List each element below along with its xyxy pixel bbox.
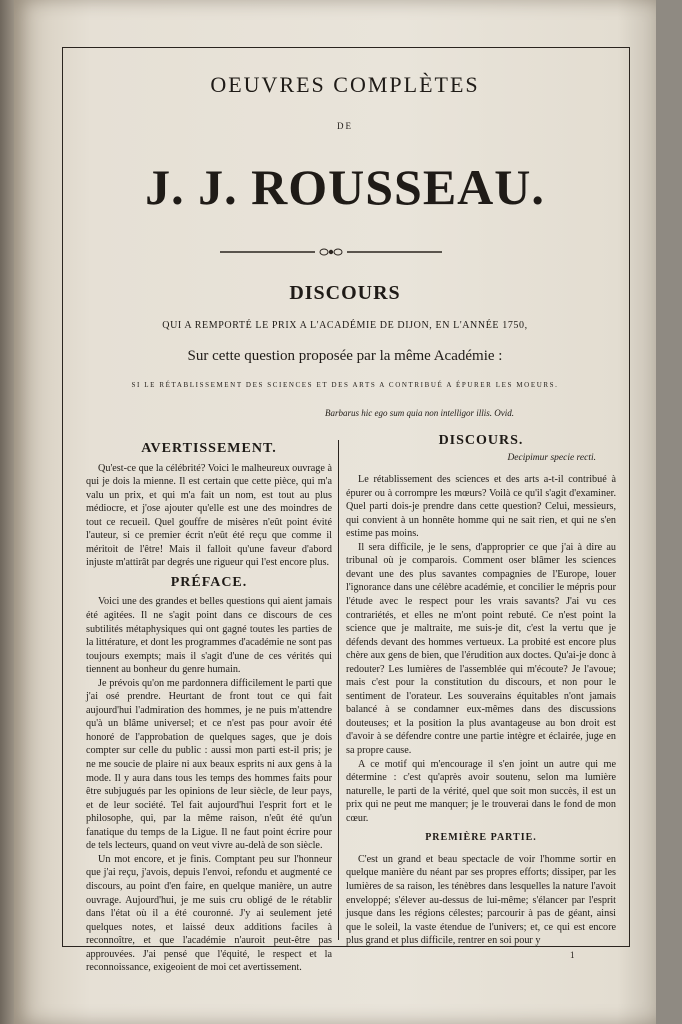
signature-mark: 1 bbox=[570, 950, 575, 960]
author-name: J. J. ROUSSEAU. bbox=[145, 159, 545, 215]
discours-paragraph-1: Le rétablissement des sciences et des arts a-t-il contribué à épurer ou à corrompre les mœurs? Voilà ce qu'il s'agit d'examiner. Quel parti dois-je prendre dans cette question? Celui, messieurs, qui convient à un honnête homme qui ne sait rien, et qui ne s'en estime pas moins. bbox=[346, 474, 616, 540]
collection-title: OEUVRES COMPLÈTES bbox=[210, 72, 480, 97]
preface-paragraph-1: Voici une des grandes et belles questions qui aient jamais été agitées. Il ne s'agit point dans ce discours de ces subtilités métaphysiques qui ont gagné toutes les parties de la littérature, et dont les programmes d'académie ne sont pas toujours exempts; mais il s'agit d'une de ces vérités qui tiennent au bonheur du genre humain. bbox=[86, 596, 332, 676]
discours-body-heading: DISCOURS. bbox=[438, 433, 524, 448]
right-column bbox=[346, 434, 616, 948]
discours-paragraph-3: A ce motif qui m'encourage il s'en joint un autre qui me détermine : c'est qu'après avoir soutenu, selon ma lumière naturelle, le parti de la vérité, quel que soit mon succès, il est un prix qui ne peut me manquer; je le trouverai dans le fond de mon cœur. bbox=[346, 758, 616, 824]
column-divider bbox=[338, 440, 339, 940]
premiere-partie-heading: PREMIÈRE PARTIE. bbox=[425, 832, 537, 844]
left-column bbox=[86, 440, 332, 975]
avertissement-paragraph: Qu'est-ce que la célébrité? Voici le malheureux ouvrage à qui je dois la mienne. Il est certain que cette pièce, qui m'a valu un prix, et qui m'a fait un nom, est tout au plus médiocre, et j'ose ajouter qu'elle est une des moindres de tout ce recueil. Quel gouffre de misères n'eût point évité l'auteur, si ce premier écrit n'eût été reçu que comme il méritoit de l'être! Mais il falloit qu'une faveur d'abord injuste m'attirât par degrés une rigueur qui l'est encore plus. bbox=[86, 462, 332, 569]
preface-paragraph-3: Un mot encore, et je finis. Comptant peu sur l'honneur que j'ai reçu, j'avois, depuis l'envoi, refondu et augmenté ce discours, au point d'en faire, en quelque manière, un autre ouvrage. Aujourd'hui, je me suis cru obligé de le rétablir dans l'état où il a été couronné. J'y ai seulement jeté quelques notes, et laissé deux additions faciles à reconnoître, et que l'académie n'auroit peut-être pas approuvées. J'ai pensé que l'équité, le respect et la reconnoissance, exigeoient de moi cet avertissement. bbox=[86, 853, 332, 974]
avertissement-heading: AVERTISSEMENT. bbox=[141, 441, 277, 456]
preface-heading: PRÉFACE. bbox=[170, 574, 248, 590]
discours-paragraph-2: Il sera difficile, je le sens, d'approprier ce que j'ai à dire au tribunal où je comparois. Comment oser blâmer les sciences devant une des plus savantes compagnies de l'Europe, louer l'ignorance dans une célèbre académie, et concilier le mépris pour l'étude avec le respect pour les vrais savants? J'ai vu ces contrariétés, et elles ne m'ont point rebuté. Ce n'est point la science que je maltraite, me suis-je dit, c'est la vertu que je défends devant des hommes vertueux. La probité est encore plus chère aux gens de bien, que l'érudition aux doctes. Qu'ai-je donc à redouter? Les lumières de l'assemblée qui m'écoute? Je l'avoue; mais c'est pour la constitution du discours, et non pour le sentiment de l'orateur. Les souverains équitables n'ont jamais balancé à se condamner eux-mêmes dans des discussions douteuses; et la position la plus avantageuse au bon droit est d'avoir à se défendre contre une partie intègre et éclairée, juge en sa propre cause. bbox=[346, 541, 616, 757]
preface-paragraph-2: Je prévois qu'on me pardonnera difficilement le parti que j'ai osé prendre. Heurtant de front tout ce qui fait aujourd'hui l'admiration des hommes, je ne puis m'attendre qu'à un blâme universel; et ce n'est pas pour avoir été honoré de l'approbation de quelques sages, que je dois compter sur celle du public : aussi mon parti est-il pris; je ne me soucie de plaire ni aux beaux esprits ni aux gens à la mode. Il y aura dans tous les temps des hommes faits pour être subjugués par les opinions de leur siècle, de leur pays, et de leur société. Tel fait aujourd'hui l'esprit fort et le philosophe, qui, par la même raison, n'eût été qu'un fanatique du temps de la Ligue. Il ne faut point écrire pour de tels lecteurs, quand on veut vivre au-delà de son siècle. bbox=[86, 677, 332, 852]
discours-epigraph: Decipimur specie recti. bbox=[507, 452, 596, 463]
discours-question-text: SI LE RÉTABLISSEMENT DES SCIENCES ET DES ARTS A CONTRIBUÉ A ÉPURER LES MOEURS. bbox=[131, 381, 559, 389]
discours-subtitle: QUI A REMPORTÉ LE PRIX A L'ACADÉMIE DE DIJON, EN L'ANNÉE 1750, bbox=[162, 320, 528, 331]
premiere-partie-paragraph: C'est un grand et beau spectacle de voir l'homme sortir en quelque manière du néant par ses propres efforts; dissiper, par les lumières de sa raison, les ténèbres dans lesquelles la nature l'avoit enveloppé; s'élever au-dessus de lui-même; s'élancer par l'esprit jusque dans les régions célestes; parcourir à pas de géant, ainsi que le soleil, la vaste étendue de l'univers; et, ce qui est encore plus grand et plus difficile, rentrer en soi pour y bbox=[346, 853, 616, 947]
ornament-rule-icon bbox=[220, 246, 442, 258]
ovid-epigraph: Barbarus hic ego sum quia non intelligor illis. Ovid. bbox=[325, 408, 514, 418]
discours-question-intro: Sur cette question proposée par la même Académie : bbox=[187, 348, 503, 364]
discours-title: DISCOURS bbox=[289, 282, 401, 304]
title-preposition: DE bbox=[337, 121, 353, 131]
book-gutter bbox=[0, 0, 14, 1024]
